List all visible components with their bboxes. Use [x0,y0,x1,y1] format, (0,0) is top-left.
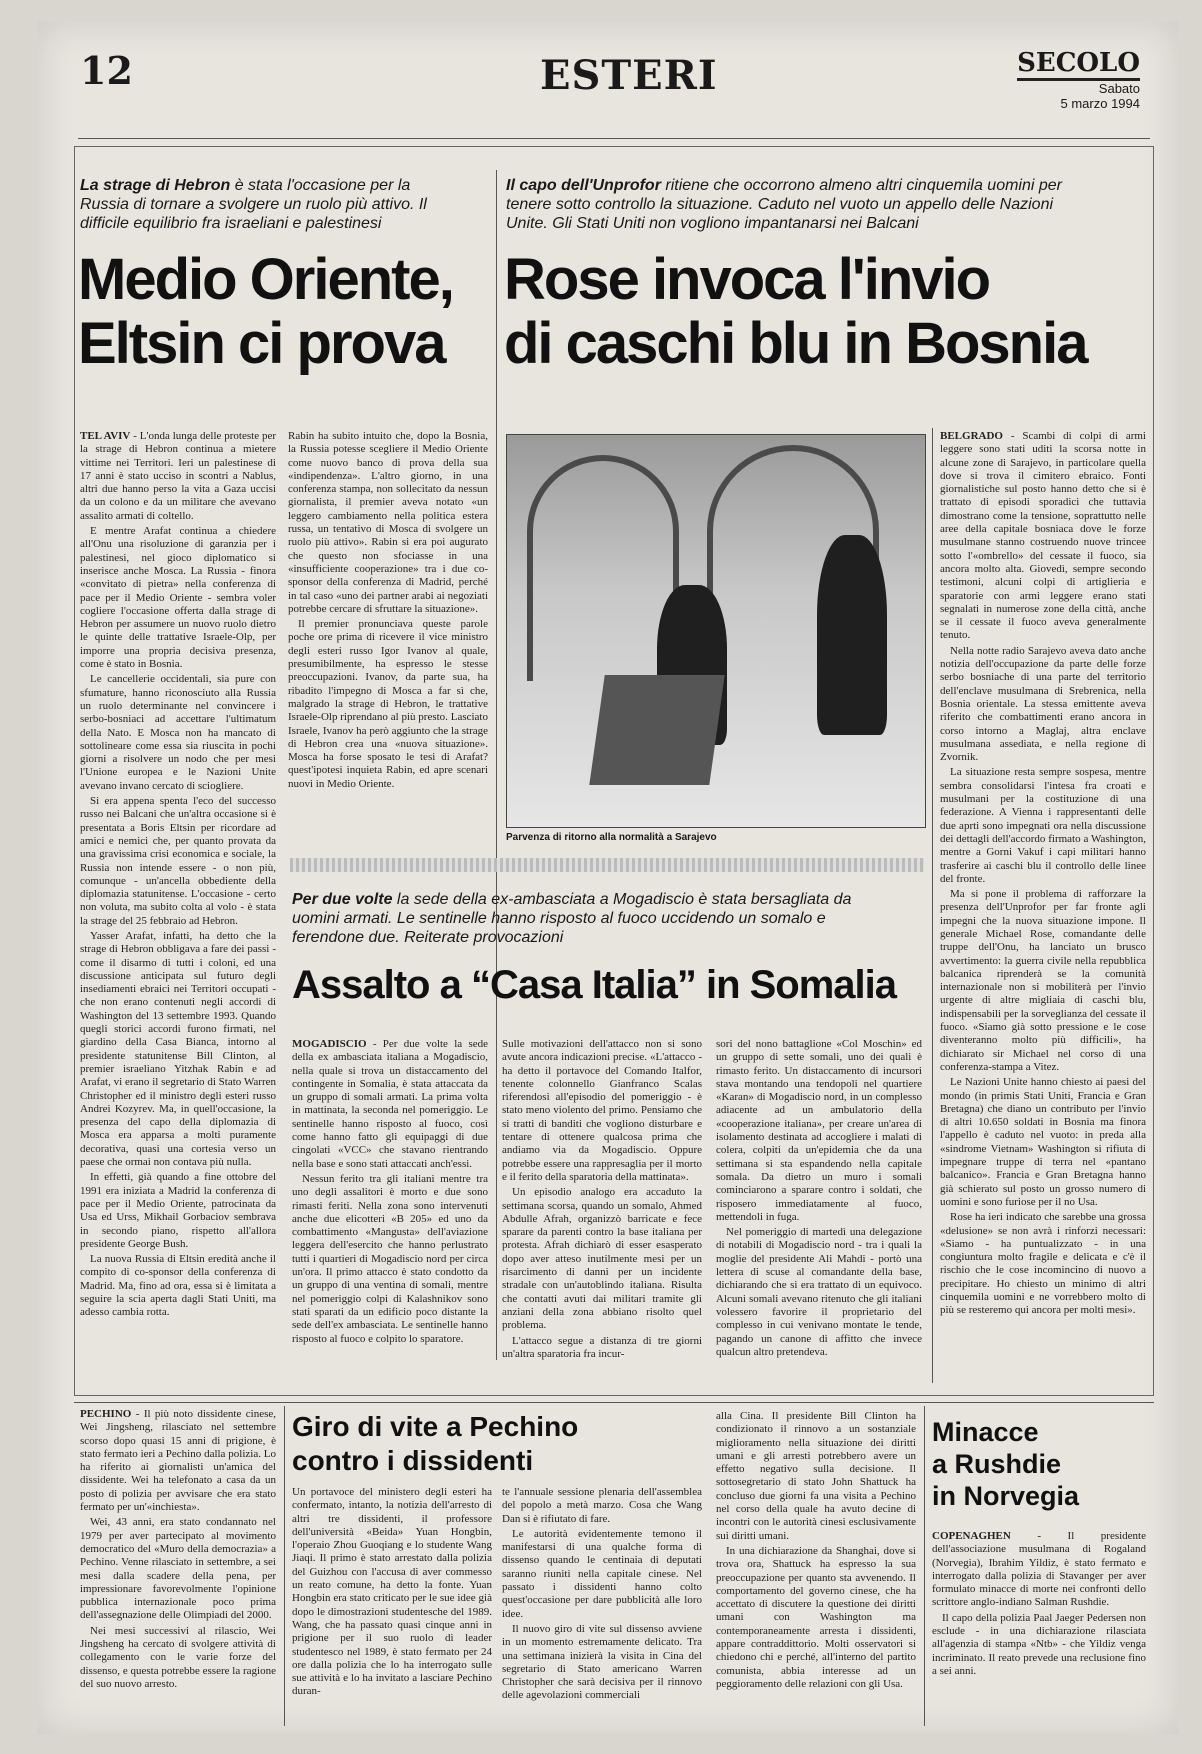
newspaper-name: SECOLO [1017,48,1140,81]
mideast-paragraph: La nuova Russia di Eltsin eredità anche il compito di co-sponsor della conferenza di Madrid. Ma, fino ad ora, essa si è limitata a seguire la scia aperta dagli Stati Uniti, ma adesso cambia rotta. [80,1253,276,1319]
mideast-paragraph: Yasser Arafat, infatti, ha detto che la strage di Hebron obbligava a fare dei passi - come il disarmo di tutti i coloni, ed una discussione anticipata sul futuro degli insediamenti ebraici nei Territori occupati - che non erano contenuti negli accordi di Washington del 13 settembre 1993. Quando quegli storici accordi furono firmati, nel giardino della Casa Bianca, intorno al presidente statunitense Bill Clinton, al premier israeliano Yitzhak Rabin e ad Arafat, vi erano il segretario di Stato Warren Christopher ed il ministro degli esteri russo Andrei Kozyrev. Ma, in quell'occasione, la presenza del capo della diplomazia di Mosca era apparsa a molti puramente decorativa, quasi una cortesia verso un paese che ormai non contava più nulla. [80,929,276,1169]
mideast-paragraph: Rabin ha subito intuito che, dopo la Bosnia, la Russia potesse scegliere il Medio Oriente come nuovo banco di prova della sua «indipendenza». L'altro giorno, in una conferenza stampa, non sollecitato da nessun giornalista, il premier aveva notato «un leggero cambiamento nella politica estera russa, un tentativo di Mosca di svolgere un ruolo più attivo». Rabin si era poi augurato che questo non sfociasse in una «insufficiente cooperazione» tra i due co-sponsor della conferenza di Madrid, perché in tal caso «uno dei partner arabi ai negoziati potrebbe cercare di sfruttare la situazione». [288,430,488,615]
somalia-column-3 [716,1038,922,1388]
column-divider [924,1406,925,1726]
column-divider [496,170,497,1360]
bosnia-kicker-bold: Il capo dell'Unprofor [506,177,661,194]
bosnia-paragraph: Le Nazioni Unite hanno chiesto ai paesi del mondo (in primis Stati Uniti, Francia e Gran Bretagna) che diano un contributo per l'invio di altri 10.650 soldati in Bosnia ma finora l'appello è caduto nel vuoto: in preda alla «sindrome Vietnam» Washington si rifiuta di impegnare truppe di terra nel «pantano balcanico». Francia e Gran Bretagna hanno già schierato sul posto un grosso numero di uomini e sono furiose per il no Usa. [940,1076,1146,1208]
somalia-kicker-bold: Per due volte [292,891,393,908]
bosnia-column [940,430,1146,1388]
china-column-3 [502,1486,702,1726]
somalia-column-2 [502,1038,702,1388]
bosnia-paragraph: Rose ha ieri indicato che sarebbe una grossa «delusione» se non avrà i rinforzi necessari: «Siamo - ha puntualizzato - in una congiuntura molto fragile e delicata e c'è il rischio che le cose incomincino di nuovo a precipitare. Ho chiesto un minimo di altri cinquemila uomini e ne vorrebbero molto di più se resteremo qui ancora per molti mesi». [940,1211,1146,1317]
china-paragraph: alla Cina. Il presidente Bill Clinton ha condizionato il rinnovo a un sostanziale miglioramento nella situazione dei diritti umani e gli arresti potrebbero avere un effetto negativo sulla decisione. Il sottosegretario di stato John Shattuck ha concluso due giorni fa una visita a Pechino nel corso della quale ha avuto decine di incontri con le autorità cinesi esclusivamente sui diritti umani. [716,1410,916,1542]
somalia-paragraph: Un episodio analogo era accaduto la settimana scorsa, quando un somalo, Ahmed Abdulle Afrah, organizzò barricate e fece sparare da parenti contro la base italiana per protesta. Afrah dichiarò di esser esasperato dopo aver atteso inutilmente mesi per un risarcimento di danni per un incidente stradale con un'autoblindo italiana. Risulta che contatti avuti dai militari tramite gli anziani della zona abbiano risolto quel problema. [502,1186,702,1332]
rushdie-headline [932,1416,1152,1512]
page-number: 12 [80,48,133,93]
somalia-paragraph: MOGADISCIO - Per due volte la sede della ex ambasciata italiana a Mogadiscio, nella quale si trova un distaccamento del contingente in Somalia, è stata attaccata da un gruppo di somali armati. La prima volta in mattinata, la seconda nel pomeriggio. Le sentinelle hanno risposto al fuoco, così come hanno fatto gli equipaggi di due cingolati «VCC» che stavano rientrando nella base e sono stati attaccati anch'essi. [292,1038,488,1170]
cart [589,675,724,785]
mideast-column-1 [80,430,276,1390]
china-paragraph: PECHINO - Il più noto dissidente cinese, Wei Jingsheng, rilasciato nel settembre scorso dopo quasi 15 anni di prigione, è stato fermato ieri a Pechino dalla polizia. Lo ha riferito ai giornalisti un'amica del dissidente. Wei ha telefonato a casa da un posto di polizia per avvisare che era stato fermato per un'«inchiesta». [80,1408,276,1514]
rushdie-headline-line3: in Norvegia [932,1481,1080,1511]
somalia-headline: Assalto a “Casa Italia” in Somalia [292,963,897,1007]
mideast-headline-line1: Medio Oriente, [78,247,453,312]
china-paragraph: Le autorità evidentemente temono il manifestarsi di una qualche forma di dissenso quando le centinaia di deputati saranno riuniti nella capitale cinese. Nel passato i dissidenti hanno colto quest'occasione per dare pubblicità alle loro idee. [502,1527,702,1620]
mideast-column-2 [288,430,488,850]
somalia-kicker-text: la sede della ex-ambasciata a Mogadiscio è stata bersagliata da uomini armati. Le sentinelle hanno risposto al fuoco uccidendo un somalo e ferendone due. Reiterate provocazioni [292,891,852,946]
mideast-dateline: TEL AVIV [80,430,131,442]
china-dateline: PECHINO [80,1408,132,1420]
china-headline-line2: contro i dissidenti [292,1445,534,1476]
rushdie-headline-line2: a Rushdie [932,1449,1062,1479]
china-column-2 [292,1486,492,1726]
bosnia-paragraph: La situazione resta sempre sospesa, mentre sembra consolidarsi l'intesa fra croati e musulmani per la costituzione di una federazione. A Vienna i rappresentanti delle due aprti sono impegnati ora nella discussione dei dettagli dell'accordo firmato a Washington, mentre a Gorni Vakuf i capi militari hanno trasferire ai caschi blu il controllo delle linee del fronte. [940,766,1146,885]
china-headline-line1: Giro di vite a Pechino [292,1411,579,1442]
china-paragraph: In una dichiarazione da Shanghai, dove si trova ora, Shattuck ha espresso la sua preoccupazione per quanto sta avvenendo. Il comportamento del governo cinese, che ha accettato di discutere la questione dei diritti umani con Washington ma contemporaneamente arresta i dissidenti, appare contraddittorio. Molti osservatori si chiedono chi e perché, all'interno del partito comunista, abbia interesse ad un peggioramento delle relazioni con gli Usa. [716,1544,916,1690]
bosnia-headline-line2: di caschi blu in Bosnia [504,311,1087,376]
somalia-paragraph: Nessun ferito tra gli italiani mentre tra uno degli assalitori è morto e due sono rimasti feriti. Nella zona sono intervenuti anche due elicotteri «B 205» ed uno da combattimento «Mangusta» dell'aviazione leggera dell'esercito che hanno perlustrato tutti i quartieri di Mogadiscio nord per circa un'ora. Il primo attacco è stato condotto da un gruppo di una ventina di somali, mentre nel pomeriggio colpi di Kalashnikov sono stati sparati da un edificio poco distante la sede dell'ex ambasciata. Le sentinelle hanno risposto al fuoco e colpito lo sparatore. [292,1172,488,1345]
mideast-paragraph: E mentre Arafat continua a chiedere all'Onu una risoluzione di garanzia per i palestinesi, nel gioco diplomatico si inserisce anche Mosca. La Russia - finora «convitato di pietra» nella conferenza di pace per il Medio Oriente - sembra voler cogliere l'occasione offerta dalla strage di Hebron per assumere un nuovo ruolo dietro le quinte delle trattative Israele-Olp, per imporre una propria decisiva presenza, come è stato in Bosnia. [80,525,276,671]
person-figure [817,535,887,735]
bosnia-paragraph: Nella notte radio Sarajevo aveva dato anche notizia dell'occupazione da parte delle forze serbo bosniache di una parte del territorio dell'enclave musulmana di Srebrenica, nella Bosnia orientale. La stessa emittente aveva riferito che combattimenti erano ancora in corso intorno a Maglaj, altra enclave musulmana assediata, e nella regione di Zvornik. [940,644,1146,764]
somalia-column-1 [292,1038,488,1388]
issue-day: Sabato [1098,81,1140,96]
china-headline [292,1410,692,1478]
masthead-rule [78,138,1150,139]
somalia-paragraph: Nel pomeriggio di martedì una delegazione di notabili di Mogadiscio nord - tra i quali la moglie del presidente Ali Mahdi - portò una lettera di scuse al comandante della base, dichiarando che si era trattato di un equivoco. Alcuni somali avevano ritenuto che gli italiani volessero favorire il proprietario del complesso in cui venivano montate le tende, pagando un canone di affitto che invece qualcun altro pretendeva. [716,1226,922,1358]
bosnia-paragraph: Ma si pone il problema di rafforzare la presenza dell'Unprofor per far fronte agli impegni che la nuova situazione impone. Il generale Michael Rose, comandante delle truppe dell'Onu, ha lanciato un brusco avvertimento: la guerra civile nella repubblica balcanica riprenderà se la comunità internazionale non si mobiliterà per l'invio urgente di altre migliaia di caschi blu, indispensabili per la sorveglianza del cessate il fuoco. «Siamo già sotto pressione e le cose diventeranno molto più difficili», ha dichiarato sir Michael nel corso di una conferenza-stampa a Vitez. [940,888,1146,1073]
issue-date: 5 marzo 1994 [1060,96,1140,111]
rushdie-column [932,1530,1146,1726]
mideast-headline [78,248,498,376]
section-title: ESTERI [540,52,718,99]
rushdie-headline-line1: Minacce [932,1417,1039,1447]
bosnia-headline-line1: Rose invoca l'invio [504,247,990,312]
rushdie-paragraph: COPENAGHEN - Il presidente dell'associazione musulmana di Rogaland (Norvegia), Ibrahim Yildiz, è stato fermato e interrogato dalla polizia di Stavanger per aver formulato minacce di morte nei confronti dello scrittore anglo-indiano Salman Rushdie. [932,1530,1146,1609]
rushdie-dateline: COPENAGHEN [932,1530,1011,1542]
mideast-headline-line2: Eltsin ci prova [78,311,445,376]
column-divider [284,1406,285,1726]
mideast-paragraph: Si era appena spenta l'eco del successo russo nei Balcani che un'altra occasione si è presentata a Boris Eltsin per ricordare ad amici e nemici che, per quanto provata da una gravissima crisi economica e sociale, la Russia non intende essere - o non più, comunque - un'ancella obbediente della diplomazia statunitense. L'occasione - certo non voluta, ma subito colta al volo - è stata la strage del 25 febbraio ad Hebron. [80,795,276,927]
somalia-paragraph: sori del nono battaglione «Col Moschin» ed un gruppo di sette somali, uno dei quali è rimasto ferito. Un distaccamento di incursori stava montando una tendopoli nel quartiere «Karan» di Mogadiscio nord, in un complesso adiacente ad un ambulatorio della «cooperazione italiana», per creare un'area di isolamento destinata ad accogliere i malati di colera, colpiti da un'epidemia che da una settimana si sta espandendo nella capitale somala. Da dietro un muro i somali cominciarono a sparare contro i soldati, che risposero immediatamente al fuoco, mettendoli in fuga. [716,1038,922,1223]
section-rule [74,1402,1154,1403]
china-paragraph: Un portavoce del ministero degli esteri ha confermato, intanto, la notizia dell'arresto di altri tre dissidenti, il professore dell'università «Beida» Yuan Hongbin, l'operaio Zhou Guoqiang e lo studente Wang Jiaqi. Il primo è stato arrestato dalla polizia del Guizhou con l'accusa di aver commesso un reato comune, ha detto la fonte. Yuan Hongbin era stato criticato per le sue idee già dopo le dimostrazioni studentesche del 1989. Wang, che ha passato quasi cinque anni in prigione per il suo ruolo di leader studentesco nel 1989, è stato fermato per 24 ore dalla polizia che lo ha interrogato sulle sue attività e lo ha invitato a lasciare Pechino duran- [292,1486,492,1698]
mideast-paragraph: In effetti, già quando a fine ottobre del 1991 era iniziata a Madrid la conferenza di pace per il Medio Oriente, patrocinata da Usa ed Urss, Mikhail Gorbaciov sembrava in secondo piano, rispetto all'allora presidente George Bush. [80,1171,276,1250]
somalia-dateline: MOGADISCIO [292,1038,367,1050]
somalia-paragraph: Sulle motivazioni dell'attacco non si sono avute ancora indicazioni precise. «L'attacco - ha detto il portavoce del Comando Italfor, tenente colonnello Gianfranco Scalas riferendosi all'episodio del pomeriggio - è stato meno violento del primo. Pensiamo che si tratti di banditi che vogliono disturbare e tentare di ottenere qualcosa prima che andiamo via da Mogadiscio. Oppure potrebbe essere una rappresaglia per il morto e il ferito della sparatoria della mattinata». [502,1038,702,1183]
bosnia-kicker [506,176,1096,233]
mideast-paragraph: Le cancellerie occidentali, sia pure con sfumature, hanno riconosciuto alla Russia un ruolo determinante nel convincere i serbo-bosniaci ad accettare l'ultimatum della Nato. E Mosca non ha mancato di sottolineare come essa sia riuscita in pochi giorni a risolvere un nodo che per mesi l'Unione europea e le Nazioni Unite avevano invano cercato di sciogliere. [80,673,276,792]
china-paragraph: Wei, 43 anni, era stato condannato nel 1979 per aver partecipato al movimento democratico del «Muro della democrazia» a Pechino. Venne rilasciato in settembre, a sei mesi dalla scadere della pena, per impressionare favorevolmente l'opinione pubblica internazionale poco prima dell'assegnazione delle Olimpiadi del 2000. [80,1516,276,1622]
mideast-kicker [80,176,450,233]
bosnia-headline [504,248,1144,376]
bosnia-paragraph: BELGRADO - Scambi di colpi di armi leggere sono stati uditi la scorsa notte in alcune zone di Sarajevo, in particolare quella dove si trova il cimitero ebraico. Fonti giornalistiche sul posto hanno detto che si è trattato di episodi sporadici che tuttavia dimostrano come la tensione, soprattutto nelle aree della capitale bosniaca dove le forze musulmane stanno costruendo nuove trincee sotto l'«ombrello» del cessate il fuoco, sia ancora molto alta. Giovedì, sempre secondo testimoni, alcuni colpi di artiglieria e sparatorie con armi leggere erano stati segnalati in numerose zone della città, anche se il cessate il fuoco aveva generalmente tenuto. [940,430,1146,642]
newspaper-logo [1017,48,1140,111]
bosnia-kicker-text: ritiene che occorrono almeno altri cinquemila uomini per tenere sotto controllo la situazione. Caduto nel vuoto un appello delle Nazioni Unite. Gli Stati Uniti non vogliono impantanarsi nei Balcani [506,177,1063,232]
somalia-paragraph: L'attacco segue a distanza di tre giorni un'altra sparatoria fra incur- [502,1334,702,1360]
china-column-1 [80,1408,276,1726]
mideast-paragraph: Il premier pronunciava queste parole poche ore prima di ricevere il vice ministro degli esteri russo Igor Ivanov al quale, presumibilmente, ha espresso le stesse preoccupazioni. Ivanov, da parte sua, ha ribadito l'impegno di Mosca a far sì che, malgrado la strage di Hebron, le trattative Israele-Olp riprendano al più presto. Lasciato Israele, Ivanov ha però aggiunto che la strage di Hebron crea una «nuova situazione». Mosca ha forse sposato le tesi di Arafat? quest'ipotesi inquieta Rabin, ed apre scenari nuovi in Medio Oriente. [288,618,488,790]
china-paragraph: Nei mesi successivi al rilascio, Wei Jingsheng ha cercato di svolgere attività di collegamento con le varie forze del dissenso, e questa potrebbe essere la ragione del suo nuovo arresto. [80,1624,276,1690]
china-paragraph: te l'annuale sessione plenaria dell'assemblea del popolo a metà marzo. Cosa che Wang Dan si è rifiutato di fare. [502,1486,702,1525]
halftone-band [290,858,924,872]
mideast-kicker-bold: La strage di Hebron [80,177,231,194]
mideast-kicker-text: è stata l'occasione per la Russia di tornare a svolgere un ruolo più attivo. Il difficile equilibrio fra israeliani e palestinesi [80,177,427,232]
china-column-4 [716,1410,916,1726]
somalia-kicker [292,890,872,947]
sarajevo-photo [506,434,926,828]
mideast-paragraph: TEL AVIV - L'onda lunga delle proteste per la strage di Hebron continua a mietere vittime nei Territori. Ieri un palestinese di 17 anni è stato ucciso in scontri a Nablus, altri due hanno perso la vita a Gaza uccisi da un colono e da un militare che avevano assalito armati di coltello. [80,430,276,522]
rushdie-paragraph: Il capo della polizia Paal Jaeger Pedersen non esclude - in una dichiarazione rilasciata all'agenzia di stampa «Ntb» - che Yildiz venga incriminato. Il reato prevede una reclusione fino a sei anni. [932,1611,1146,1677]
china-paragraph: Il nuovo giro di vite sul dissenso avviene in un momento estremamente delicato. Tra una settimana inizierà la visita in Cina del segretario di Stato americano Warren Christopher che sarà decisiva per il rinnovo delle agevolazioni commerciali [502,1622,702,1702]
photo-caption: Parvenza di ritorno alla normalità a Sarajevo [506,832,717,843]
column-divider [932,428,933,1383]
bosnia-dateline: BELGRADO [940,430,1003,442]
